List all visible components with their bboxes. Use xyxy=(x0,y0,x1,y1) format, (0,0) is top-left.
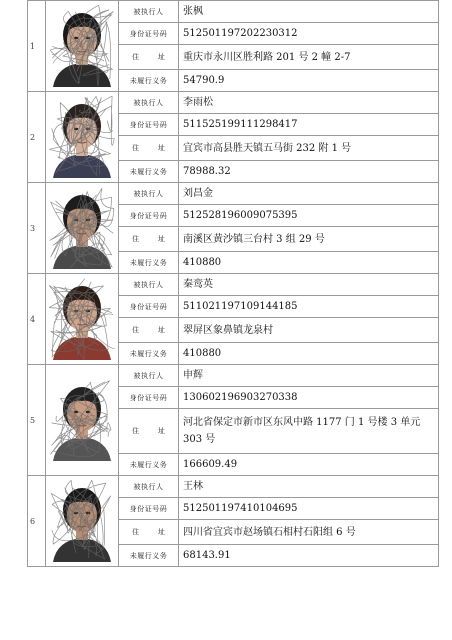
record-2-obligation: 78988.32 xyxy=(179,161,439,183)
id-number-label: 身份证号码 xyxy=(119,296,179,318)
id-number-label: 身份证号码 xyxy=(119,498,179,520)
record-4-id-number: 511021197109144185 xyxy=(179,296,439,318)
record-3-id-number: 512528196009075395 xyxy=(179,205,439,227)
record-3-name: 刘昌金 xyxy=(179,183,439,205)
record-6-obligation: 68143.91 xyxy=(179,545,439,567)
address-label: 住 址 xyxy=(119,520,179,545)
record-1-index: 1 xyxy=(28,1,46,92)
record-1-obligation: 54790.9 xyxy=(179,70,439,92)
obligation-label: 未履行义务 xyxy=(119,545,179,567)
record-6-address: 四川省宜宾市赵场镇石相村石阳组 6 号 xyxy=(179,520,439,545)
record-1-photo xyxy=(46,1,119,92)
record-4-name: 秦鸾英 xyxy=(179,274,439,296)
id-number-label: 身份证号码 xyxy=(119,205,179,227)
record-2-name-row xyxy=(28,92,439,114)
portrait-image xyxy=(49,5,115,87)
obligation-label: 未履行义务 xyxy=(119,161,179,183)
record-5-name-row xyxy=(28,365,439,387)
portrait-image xyxy=(49,278,115,360)
record-5-index: 5 xyxy=(28,365,46,476)
debtor-table xyxy=(27,0,439,567)
record-4-photo xyxy=(46,274,119,365)
record-2-address: 宜宾市高县胜天镇五马街 232 附 1 号 xyxy=(179,136,439,161)
record-1-name-row xyxy=(28,1,439,23)
record-2-photo xyxy=(46,92,119,183)
record-3-obligation: 410880 xyxy=(179,252,439,274)
executee-label: 被执行人 xyxy=(119,1,179,23)
record-6-name: 王林 xyxy=(179,476,439,498)
record-5-name: 申辉 xyxy=(179,365,439,387)
record-2-id-number: 511525199111298417 xyxy=(179,114,439,136)
id-number-label: 身份证号码 xyxy=(119,114,179,136)
record-3-photo xyxy=(46,183,119,274)
executee-label: 被执行人 xyxy=(119,274,179,296)
record-5-photo xyxy=(46,365,119,476)
executee-label: 被执行人 xyxy=(119,92,179,114)
obligation-label: 未履行义务 xyxy=(119,343,179,365)
record-3-address: 南溪区黄沙镇三台村 3 组 29 号 xyxy=(179,227,439,252)
address-label: 住 址 xyxy=(119,318,179,343)
record-2-name: 李雨松 xyxy=(179,92,439,114)
record-6-name-row xyxy=(28,476,439,498)
address-label: 住 址 xyxy=(119,409,179,454)
executee-label: 被执行人 xyxy=(119,183,179,205)
record-4-name-row xyxy=(28,274,439,296)
record-1-address: 重庆市永川区胜利路 201 号 2 幢 2-7 xyxy=(179,45,439,70)
record-5-obligation: 166609.49 xyxy=(179,454,439,476)
address-label: 住 址 xyxy=(119,45,179,70)
record-4-index: 4 xyxy=(28,274,46,365)
record-1-id-number: 512501197202230312 xyxy=(179,23,439,45)
record-1-name: 张枫 xyxy=(179,1,439,23)
record-3-index: 3 xyxy=(28,183,46,274)
obligation-label: 未履行义务 xyxy=(119,70,179,92)
record-5-id-number: 130602196903270338 xyxy=(179,387,439,409)
portrait-image xyxy=(49,480,115,562)
executee-label: 被执行人 xyxy=(119,365,179,387)
record-5-address: 河北省保定市新市区东风中路 1177 门 1 号楼 3 单元 303 号 xyxy=(179,409,439,454)
executee-label: 被执行人 xyxy=(119,476,179,498)
address-label: 住 址 xyxy=(119,227,179,252)
portrait-image xyxy=(49,187,115,269)
record-2-index: 2 xyxy=(28,92,46,183)
obligation-label: 未履行义务 xyxy=(119,252,179,274)
record-6-index: 6 xyxy=(28,476,46,567)
record-6-photo xyxy=(46,476,119,567)
id-number-label: 身份证号码 xyxy=(119,387,179,409)
record-4-obligation: 410880 xyxy=(179,343,439,365)
id-number-label: 身份证号码 xyxy=(119,23,179,45)
obligation-label: 未履行义务 xyxy=(119,454,179,476)
address-label: 住 址 xyxy=(119,136,179,161)
record-4-address: 翠屏区象鼻镇龙泉村 xyxy=(179,318,439,343)
portrait-image xyxy=(49,379,115,461)
portrait-image xyxy=(49,96,115,178)
record-3-name-row xyxy=(28,183,439,205)
record-6-id-number: 512501197410104695 xyxy=(179,498,439,520)
